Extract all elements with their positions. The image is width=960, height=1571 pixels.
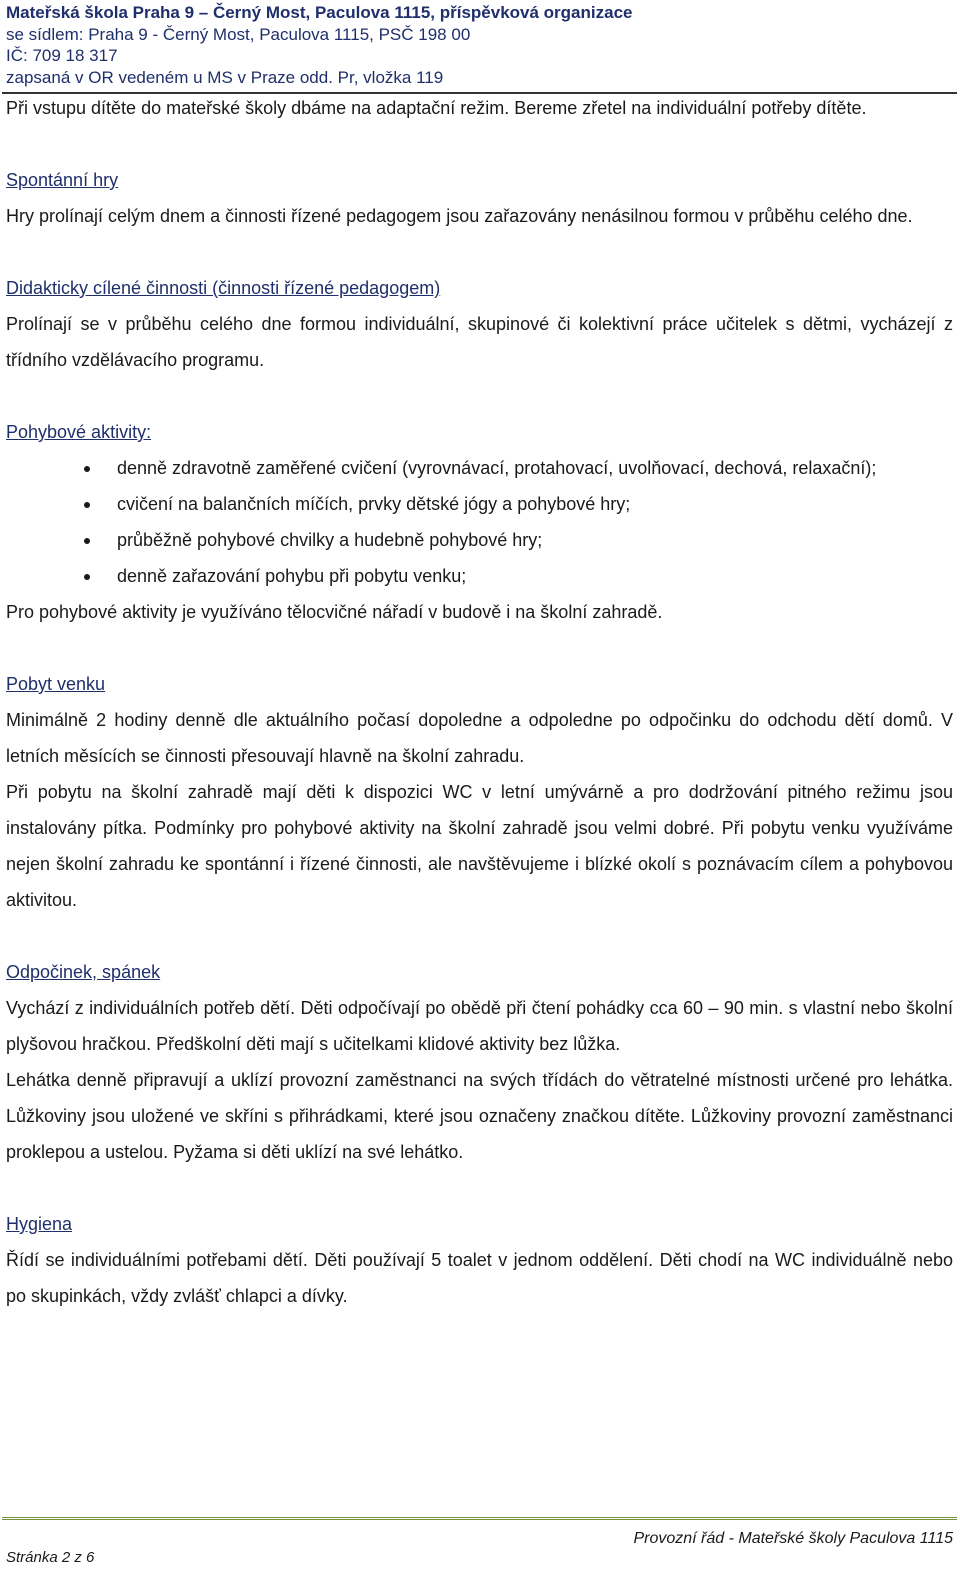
section-paragraph: Prolínají se v průběhu celého dne formou individuální, skupinové či kolektivní práce učitelek s dětmi, vycházejí z třídního vzdělávacího programu. xyxy=(6,314,953,370)
school-registration: zapsaná v OR vedeném u MS v Praze odd. Pr, vložka 119 xyxy=(6,67,444,87)
page-number: Stránka 2 z 6 xyxy=(6,1549,95,1566)
document-body xyxy=(6,90,953,1314)
activity-list xyxy=(6,450,953,594)
intro-paragraph: Při vstupu dítěte do mateřské školy dbáme na adaptační režim. Bereme zřetel na individuální potřeby dítěte. xyxy=(6,98,867,118)
section-didakticky xyxy=(6,270,953,378)
list-item-text: cvičení na balančních míčích, prvky dětské jógy a pohybové hry; xyxy=(117,494,631,514)
footer-document-title: Provozní řád - Mateřské školy Paculova 1115 xyxy=(633,1530,953,1547)
school-ic: IČ: 709 18 317 xyxy=(6,46,118,66)
section-spontanni-hry xyxy=(6,162,953,234)
section-heading: Spontánní hry xyxy=(6,170,119,190)
section-hygiena xyxy=(6,1206,953,1314)
section-paragraph: Minimálně 2 hodiny denně dle aktuálního počasí dopoledne a odpoledne po odpočinku do odchodu dětí domů. V letních měsících se činnosti přesouvají hlavně na školní zahradu. xyxy=(6,710,953,766)
section-pohybove-aktivity xyxy=(6,414,953,630)
section-paragraph: Při pobytu na školní zahradě mají děti k dispozici WC v letní umývárně a pro dodržování pitného režimu jsou instalovány pítka. Podmínky pro pohybové aktivity na školní zahradě jsou velmi dobré. Při pobytu venku využíváme nejen školní zahradu ke spontánní i řízené činnosti, ale navštěvujeme i blízké okolí s poznávacím cílem a pohybovou aktivitou. xyxy=(6,782,953,910)
list-item xyxy=(117,558,953,594)
section-paragraph: Vychází z individuálních potřeb dětí. Děti odpočívají po obědě při čtení pohádky cca 60 – 90 min. s vlastní nebo školní plyšovou hračkou. Předškolní děti mají s učitelkami klidové aktivity bez lůžka. xyxy=(6,998,953,1054)
section-heading: Hygiena xyxy=(6,1214,73,1234)
section-paragraph: Lehátka denně připravují a uklízí provozní zaměstnanci na svých třídách do větratelné místnosti určené pro lehátka. Lůžkoviny jsou uložené ve skříni s přihrádkami, které jsou označeny značkou dítěte. Lůžkoviny provozní zaměstnanci proklepou a ustelou. Pyžama si děti uklízí na své lehátko. xyxy=(6,1070,953,1162)
bullet-icon xyxy=(84,538,90,544)
footer-divider xyxy=(2,1517,957,1520)
section-paragraph: Hry prolínají celým dnem a činnosti řízené pedagogem jsou zařazovány nenásilnou formou v průběhu celého dne. xyxy=(6,206,913,226)
list-item xyxy=(117,522,953,558)
bullet-icon xyxy=(84,574,90,580)
list-item xyxy=(117,450,953,486)
section-paragraph: Pro pohybové aktivity je využíváno tělocvičné nářadí v budově i na školní zahradě. xyxy=(6,602,663,622)
section-heading: Pohybové aktivity: xyxy=(6,422,152,442)
section-heading: Didakticky cílené činnosti (činnosti řízené pedagogem) xyxy=(6,278,441,298)
bullet-icon xyxy=(84,502,90,508)
school-address: se sídlem: Praha 9 - Černý Most, Paculova 1115, PSČ 198 00 xyxy=(6,24,471,44)
list-item-text: denně zařazování pohybu při pobytu venku; xyxy=(117,566,467,586)
list-item-text: denně zdravotně zaměřené cvičení (vyrovnávací, protahovací, uvolňovací, dechová, relaxační); xyxy=(117,458,877,478)
school-name: Mateřská škola Praha 9 – Černý Most, Paculova 1115, příspěvková organizace xyxy=(6,3,633,22)
section-odpocinek xyxy=(6,954,953,1170)
section-heading: Pobyt venku xyxy=(6,674,106,694)
bullet-icon xyxy=(84,466,90,472)
section-paragraph: Řídí se individuálními potřebami dětí. Děti používají 5 toalet v jednom oddělení. Děti chodí na WC individuálně nebo po skupinkách, vždy zvlášť chlapci a dívky. xyxy=(6,1250,953,1306)
list-item xyxy=(117,486,953,522)
section-heading: Odpočinek, spánek xyxy=(6,962,161,982)
letterhead xyxy=(6,2,956,88)
list-item-text: průběžně pohybové chvilky a hudebně pohybové hry; xyxy=(117,530,543,550)
section-pobyt-venku xyxy=(6,666,953,918)
